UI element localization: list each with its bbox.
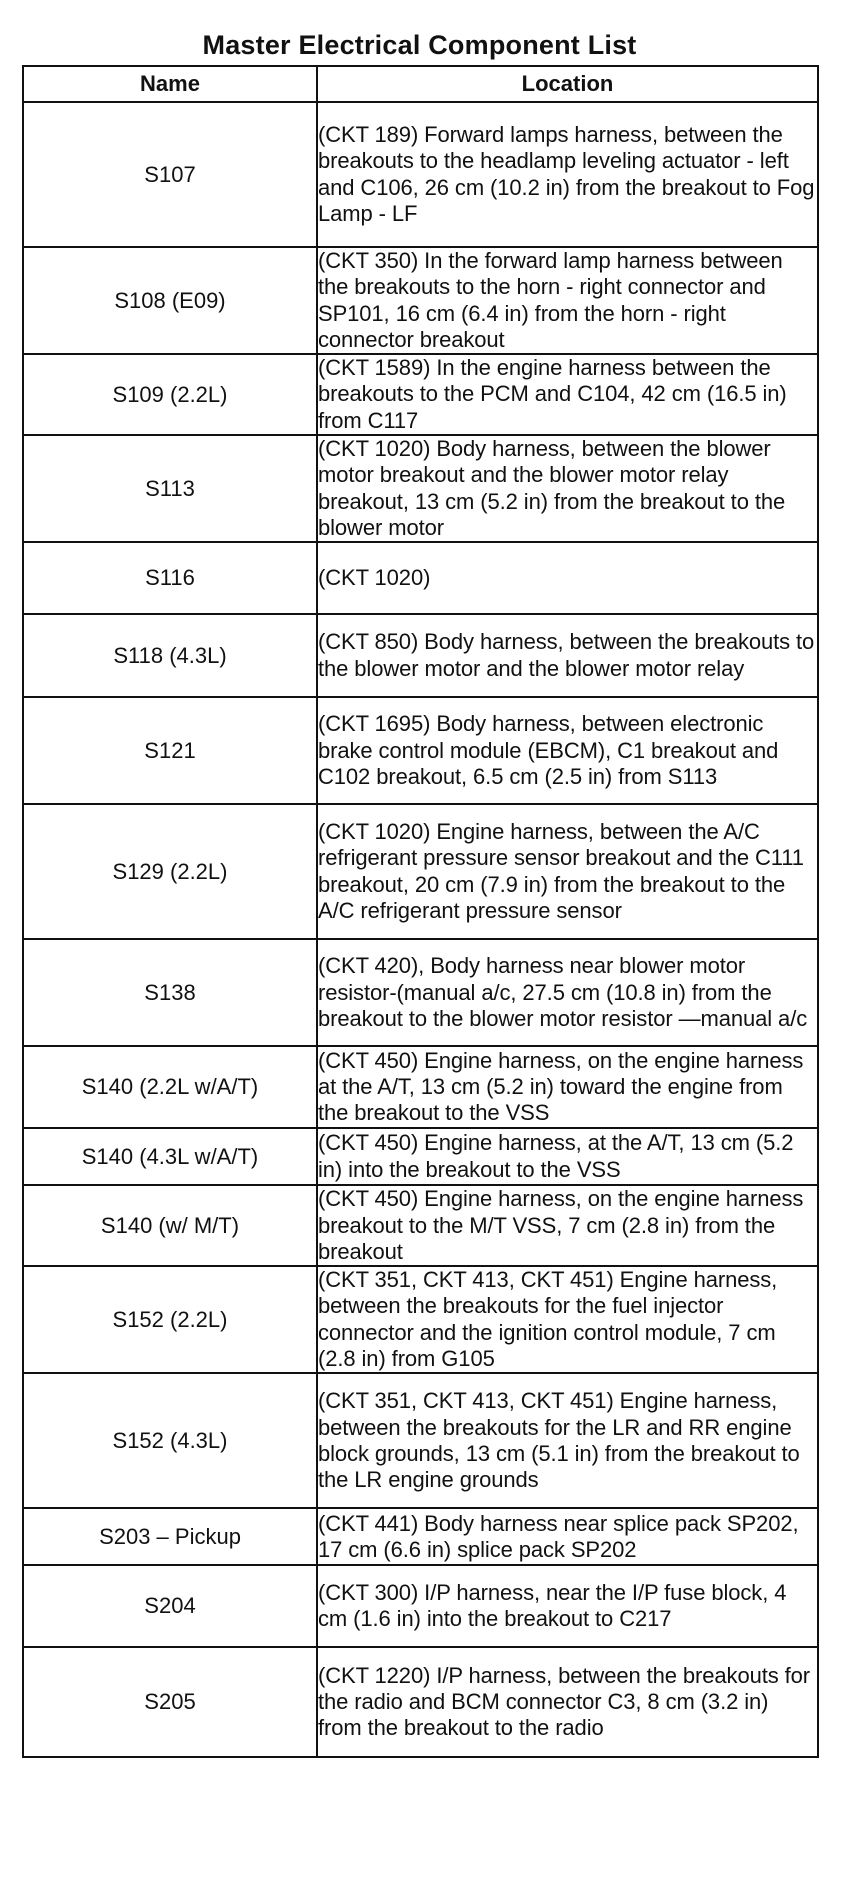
component-location: (CKT 450) Engine harness, on the engine harness at the A/T, 13 cm (5.2 in) toward the engine from the breakout to the VSS [317,1046,818,1128]
component-location: (CKT 450) Engine harness, on the engine harness breakout to the M/T VSS, 7 cm (2.8 in) from the breakout [317,1185,818,1266]
component-location: (CKT 1020) Body harness, between the blower motor breakout and the blower motor relay breakout, 13 cm (5.2 in) from the breakout to the blower motor [317,435,818,542]
component-name: S204 [23,1565,317,1647]
component-location: (CKT 850) Body harness, between the breakouts to the blower motor and the blower motor relay [317,614,818,697]
component-name: S129 (2.2L) [23,804,317,939]
table-row [23,1128,818,1185]
component-location: (CKT 300) I/P harness, near the I/P fuse block, 4 cm (1.6 in) into the breakout to C217 [317,1565,818,1647]
table-row [23,247,818,354]
table-row [23,804,818,939]
table-row [23,697,818,804]
component-name: S152 (4.3L) [23,1373,317,1508]
table-header-row [23,66,818,102]
table-row [23,102,818,247]
component-name: S121 [23,697,317,804]
component-location: (CKT 420), Body harness near blower motor resistor-(manual a/c, 27.5 cm (10.8 in) from the breakout to the blower motor resistor —manual a/c [317,939,818,1046]
component-location: (CKT 441) Body harness near splice pack SP202, 17 cm (6.6 in) splice pack SP202 [317,1508,818,1565]
column-header-location: Location [317,66,818,102]
component-name: S109 (2.2L) [23,354,317,435]
component-location: (CKT 1020) Engine harness, between the A/C refrigerant pressure sensor breakout and the C111 breakout, 20 cm (7.9 in) from the breakout to the A/C refrigerant pressure sensor [317,804,818,939]
component-name: S152 (2.2L) [23,1266,317,1373]
table-row [23,1046,818,1128]
component-name: S140 (4.3L w/A/T) [23,1128,317,1185]
component-location: (CKT 1695) Body harness, between electronic brake control module (EBCM), C1 breakout and C102 breakout, 6.5 cm (2.5 in) from S113 [317,697,818,804]
table-row [23,435,818,542]
component-name: S138 [23,939,317,1046]
component-location: (CKT 450) Engine harness, at the A/T, 13 cm (5.2 in) into the breakout to the VSS [317,1128,818,1185]
component-name: S205 [23,1647,317,1757]
component-location: (CKT 1020) [317,542,818,614]
component-location: (CKT 1220) I/P harness, between the breakouts for the radio and BCM connector C3, 8 cm (3.2 in) from the breakout to the radio [317,1647,818,1757]
table-row [23,1508,818,1565]
component-location: (CKT 350) In the forward lamp harness between the breakouts to the horn - right connector and SP101, 16 cm (6.4 in) from the horn - right connector breakout [317,247,818,354]
page-title: Master Electrical Component List [202,30,637,60]
table-row [23,939,818,1046]
table-row [23,1565,818,1647]
component-name: S113 [23,435,317,542]
table-row [23,542,818,614]
table-row [23,614,818,697]
component-location: (CKT 351, CKT 413, CKT 451) Engine harness, between the breakouts for the fuel injector connector and the ignition control module, 7 cm (2.8 in) from G105 [317,1266,818,1373]
table-row [23,1185,818,1266]
component-name: S116 [23,542,317,614]
component-name: S203 – Pickup [23,1508,317,1565]
component-location: (CKT 189) Forward lamps harness, between the breakouts to the headlamp leveling actuator - left and C106, 26 cm (10.2 in) from the breakout to Fog Lamp - LF [317,102,818,247]
table-row [23,1373,818,1508]
column-header-name: Name [23,66,317,102]
component-location: (CKT 1589) In the engine harness between the breakouts to the PCM and C104, 42 cm (16.5 in) from C117 [317,354,818,435]
component-name: S140 (2.2L w/A/T) [23,1046,317,1128]
table-row [23,1647,818,1757]
table-row [23,1266,818,1373]
component-name: S108 (E09) [23,247,317,354]
component-table [22,65,819,1758]
component-name: S118 (4.3L) [23,614,317,697]
component-name: S140 (w/ M/T) [23,1185,317,1266]
table-row [23,354,818,435]
component-location: (CKT 351, CKT 413, CKT 451) Engine harness, between the breakouts for the LR and RR engine block grounds, 13 cm (5.1 in) from the breakout to the LR engine grounds [317,1373,818,1508]
component-name: S107 [23,102,317,247]
